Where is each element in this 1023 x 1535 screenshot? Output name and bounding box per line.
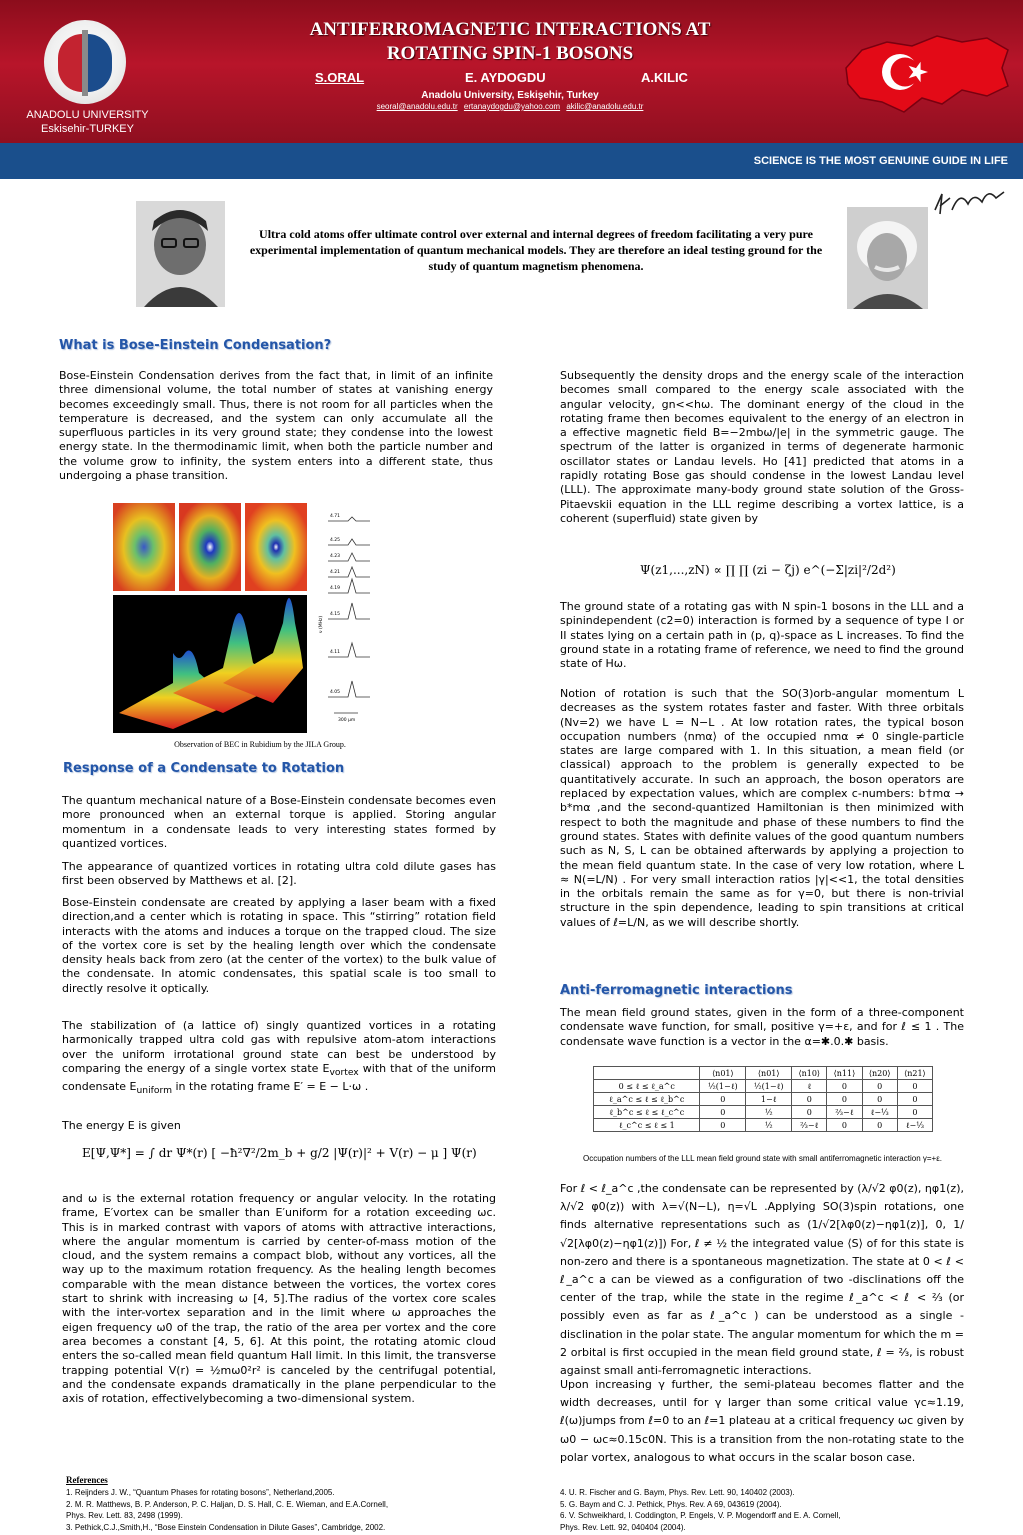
- sub-uniform: uniform: [136, 1085, 172, 1097]
- email-link-3[interactable]: akilic@anadolu.edu.tr: [566, 102, 644, 111]
- spectrum-label-6: 4.15: [330, 612, 341, 617]
- table-cell: ℓ_b^c ≤ ℓ ≤ ℓ_c^c: [594, 1106, 700, 1119]
- table-cell: 0: [827, 1093, 862, 1106]
- email-list: [340, 102, 680, 111]
- lll-paragraph: Subsequently the density drops and the energy scale of the interaction becomes small compared to the energy scale associated with the angular velocity, gn<<hω. The dominant energy of the cloud in the rotating frame then becomes equivalent to the energy of an electron in a effective magnetic field B=−2mbω/|e| in the symmetric gauge. The spectrum of the latter is organized in terms of degenerate harmonic oscillator states or Landau levels. Ho [41] predicted that atoms in a rapidly rotating Bose gas should condense in the lowest Landau level (LLL). The approximate many-body ground state solution of the Gross-Pitaevskii equation in the LLL regime describing a vortex lattice, is a coherent (superfluid) state given by: [560, 369, 964, 525]
- rotation-paragraph-4: [62, 1019, 496, 1099]
- reference-item: 3. Pethick,C.J.,Smith,H., “Bose Einstein Condensation in Dilute Gases”, Cambridge, 2002.: [66, 1522, 386, 1532]
- reference-item: 2. M. R. Matthews, B. P. Anderson, P. C. Haljan, D. S. Hall, C. E. Wieman, and E.A.Cornell,: [66, 1499, 389, 1509]
- table-row: [594, 1119, 933, 1132]
- table-cell: ½: [746, 1119, 792, 1132]
- university-name: ANADOLU UNIVERSITY: [26, 109, 149, 121]
- sub-vortex: vortex: [329, 1067, 359, 1079]
- occupation-table: [593, 1066, 933, 1132]
- author-1: S.ORAL: [315, 70, 365, 85]
- table-header-cell: ⟨n01⟩: [746, 1067, 792, 1080]
- section-title-bec: What is Bose-Einstein Condensation?: [59, 338, 332, 353]
- antiferro-analysis-paragraph: For ℓ < ℓ_a^c ,the condensate can be represented by (λ/√2 φ0(z), ηφ1(z), λ/√2 φ0(z)) with λ=√(N−L), η=√L .Applying SO(3)spin rotations, one finds alternative representations such as (1/√2[λφ0(z)−ηφ1(z)], 0, 1/√2[λφ0(z)−ηφ1(z)]) For, ℓ ≠ ½ the integrated value ⟨S⟩ of for this state is non-zero and there is a spontaneous magnetization. The state at 0 < ℓ < ℓ_a^c a can be viewed as a configuration of two -disclinations off the center of the trap, while the state in the regime ℓ_a^c < ℓ < ⅔ (or possibly even as far as ℓ_a^c ) can be understood as a single -disclination in the polar state. The angular momentum for which the m = 2 orbital is first occupied in the mean field ground state, ℓ = ⅔, is robust against small anti-ferromagnetic interactions.: [560, 1182, 964, 1378]
- antiferro-paragraph: The mean field ground states, given in the form of a three-component condensate wave function, for small, positive γ=+ε, and for ℓ ≤ 1 . The condensate wave function is a vector in the α=✱.0.✱ basis.: [560, 1006, 964, 1048]
- table-cell: 0: [700, 1106, 746, 1119]
- spectrum-figure: [318, 505, 373, 725]
- references-title: References: [66, 1475, 108, 1485]
- table-header-cell: ⟨n11⟩: [827, 1067, 862, 1080]
- table-cell: 1−ℓ: [746, 1093, 792, 1106]
- references-left: [66, 1487, 506, 1533]
- table-cell: 0: [827, 1080, 862, 1093]
- spectrum-label-4: 4.21: [330, 570, 341, 575]
- email-link-2[interactable]: ertanaydogdu@yahoo.com: [463, 102, 561, 111]
- scientist-portrait-bose: [136, 201, 225, 307]
- table-cell: ℓ−⅓: [897, 1119, 932, 1132]
- title-line-2: ROTATING SPIN-1 BOSONS: [386, 43, 634, 64]
- table-header-cell: ⟨n21⟩: [897, 1067, 932, 1080]
- critical-frequency-paragraph: Upon increasing γ further, the semi-plateau becomes flatter and the width decreases, until for γ larger than some critical value γc≈1.19, ℓ(ω)jumps from ℓ=0 to an ℓ=1 plateau at a critical frequency ωc given by ω0 − ωc≈0.15c0N. This is a transition from the non-rotating state to the polar vortex, analogous to what occurs in the scalar boson case.: [560, 1378, 964, 1464]
- intro-statement: Ultra cold atoms offer ultimate control over external and internal degrees of freedom facilitating a very pure experimental implementation of quantum mechanical models. They are therefore an ideal testing ground for the study of quantum magnetism phenomena.: [249, 227, 823, 273]
- table-header-row: [594, 1067, 933, 1080]
- wavefunction-equation: Ψ(z1,...,zN) ∝ ∏ ∏ (zi − ζj) e^(−Σ|zi|²/2d²): [640, 563, 896, 577]
- bec-density-figure: [113, 503, 313, 733]
- table-cell: ℓ−⅓: [862, 1106, 897, 1119]
- spectrum-scale-label: 300 μm: [338, 718, 356, 723]
- table-cell: ½(1−ℓ): [700, 1080, 746, 1093]
- reference-item: 1. Reijnders J. W., “Quantum Phases for rotating bosons”, Netherland,2005.: [66, 1488, 335, 1497]
- table-row: [594, 1106, 933, 1119]
- table-row: [594, 1093, 933, 1106]
- table-cell: 0: [862, 1080, 897, 1093]
- author-3: A.KILIC: [641, 70, 688, 85]
- rotation-p4-part-2: with that of the uniform condensate E: [62, 1061, 496, 1094]
- section-title-antiferro: Anti-ferromagnetic interactions: [560, 983, 793, 998]
- reference-item: 5. G. Baym and C. J. Pethick, Phys. Rev. A 69, 043619 (2004).: [560, 1499, 782, 1509]
- table-cell: ⅔−ℓ: [827, 1106, 862, 1119]
- poster-title: [210, 18, 810, 66]
- table-cell: 0: [792, 1106, 827, 1119]
- table-cell: 0: [827, 1119, 862, 1132]
- author-2: E. AYDOGDU: [465, 70, 546, 85]
- spectrum-label-8: 4.05: [330, 690, 341, 695]
- signature-image: [930, 180, 1010, 220]
- spectrum-label-2: 4.25: [330, 538, 341, 543]
- table-header-cell: ⟨n01⟩: [700, 1067, 746, 1080]
- spectrum-label-5: 4.19: [330, 586, 341, 591]
- table-caption: Occupation numbers of the LLL mean field ground state with small antiferromagnetic interaction γ=+ε.: [582, 1154, 943, 1163]
- table-cell: 0: [897, 1106, 932, 1119]
- reference-item: 6. V. Schweikhard, I. Coddington, P. Engels, V. P. Mogendorff and E. A. Cornell,: [560, 1511, 841, 1520]
- reference-item: Phys. Rev. Lett. 92, 040404 (2004).: [560, 1522, 686, 1532]
- table-header-cell: ⟨n20⟩: [862, 1067, 897, 1080]
- table-cell: 0: [700, 1119, 746, 1132]
- motto: SCIENCE IS THE MOST GENUINE GUIDE IN LIFE: [753, 155, 1008, 167]
- email-link-1[interactable]: seoral@anadolu.edu.tr: [376, 102, 458, 111]
- table-header-cell: [594, 1067, 700, 1080]
- scientist-portrait-einstein: [847, 207, 928, 309]
- rotation-p4-part-1: The stabilization of (a lattice of) singly quantized vortices in a rotating harmonically trapped ultra cold gas with repulsive atom-atom interactions over the uniform irrotational ground state can best be understood by comparing the energy of a single vortex state E: [62, 1019, 496, 1075]
- rotation-paragraph-3: Bose-Einstein condensate are created by applying a laser beam with a fixed direction,and a center which is rotating in space. This “stirring” rotation field interacts with the atoms and induces a torque on the trapped cloud. The size of the vortex core is set by the healing length over which the condensate density heals back from zero (at the center of the vortex) to the bulk value of the condensate. In atomic condensates, this spatial scale is too small to directly resolve it optically.: [62, 896, 496, 995]
- university-logo: [44, 20, 126, 104]
- bec-paragraph: Bose-Einstein Condensation derives from the fact that, in limit of an infinite three dimensional volume, the total number of states at vanishing energy becomes exceedingly small. Thus, there is not room for all particles when the temperature is decreased, and the system can only accumulate all the superfluous particles in its very ground state; they condense into the lowest energy state. In the thermodinamic limit, when both the particle number and the volume grow to infinity, the system enters into a different state, thus undergoing a phase transition.: [59, 369, 493, 483]
- university-location: Eskisehir-TURKEY: [41, 123, 134, 135]
- table-cell: ⅔−ℓ: [792, 1119, 827, 1132]
- table-cell: ½: [746, 1106, 792, 1119]
- rotation-p4-part-3: in the rotating frame E′ = E − L·ω .: [171, 1080, 369, 1094]
- title-line-1: ANTIFERROMAGNETIC INTERACTIONS AT: [309, 19, 711, 40]
- turkey-flag-map: [842, 28, 1012, 120]
- reference-item: 4. U. R. Fischer and G. Baym, Phys. Rev. Lett. 90, 140402 (2003).: [560, 1488, 795, 1497]
- spectrum-axis-label: ν (MHz): [319, 615, 324, 633]
- bec-figure-caption: Observation of BEC in Rubidium by the JILA Group.: [174, 740, 346, 749]
- energy-intro: The energy E is given: [62, 1119, 181, 1132]
- table-cell: ½(1−ℓ): [746, 1080, 792, 1093]
- rotation-paragraph-5: and ω is the external rotation frequency or angular velocity. In the rotating frame, E′vortex can be smaller than E′uniform for a rotation exceeding ωc. This is in marked contrast with vapors of atoms with attractive interactions, where the angular momentum is carried by center-of-mass motion of the cloud, and the system remains a compact blob, without any vortices, all the way up to the maximum rotation frequency. As the healing length becomes comparable with the mean distance between the vortices, the vortex cores start to shrink with increasing ω [4, 5].The radius of the vortex core scales with the inter-vortex separation and in the limit where ω approaches the eigen frequency ω0 of the trap, the ratio of the area per vortex and the core area becomes a constant [4, 5, 6]. At this point, the rotating atomic cloud enters the so-called mean field quantum Hall limit. In this limit, the transverse trapping potential V(r) = ½mω0²r² is canceled by the centrifugal potential, and the condensate expands dramatically in the plane perpendicular to the axis of rotation, effectivelybecoming a two-dimensional system.: [62, 1192, 496, 1406]
- table-cell: 0: [897, 1093, 932, 1106]
- energy-equation: E[Ψ,Ψ*] = ∫ dr Ψ*(r) [ −ħ²∇²/2m_b + g/2 |Ψ(r)|² + V(r) − μ ] Ψ(r): [82, 1146, 477, 1160]
- table-cell: 0 ≤ ℓ ≤ ℓ_a^c: [594, 1080, 700, 1093]
- affiliation: Anadolu University, Eskişehir, Turkey: [421, 90, 599, 101]
- rotation-notion-paragraph: Notion of rotation is such that the SO(3)orb-angular momentum L decreases as the system rotates faster and faster. With three orbitals (Nv=2) we have L = N−L . At low rotation rates, the typical boson occupation numbers ⟨nmα⟩ of the occupied nmα ≠ 0 single-particle states are large compared with 1. In this situation, a mean field (or classical) approach to the problem is generally expected to be quantitatively accurate. In such an approach, the boson operators are replaced by expectation values, which are complex c-numbers: b†mα → b*mα ,and the second-quantized Hamiltonian is then minimized with respect to both the magnitude and phase of these numbers to find the ground states. States with definite values of the good quantum numbers such as N, S, L can be obtained afterwards by applying a projection to the mean field quantum state. In the case of very low rotation, where L ≈ N(=L/N) . For very small interaction ratios |γ|<<1, the total densities in the orbitals remain the same as for γ=0, but there is non-trivial structure in the spin dependence, leading to spin transitions at critical values of ℓ=L/N, as we will describe shortly.: [560, 687, 964, 929]
- rotation-paragraph-1: The quantum mechanical nature of a Bose-Einstein condensate becomes even more pronounced when an external torque is applied. Storing angular momentum in a condensate leads to very interesting states formed by quantized vortices.: [62, 794, 496, 850]
- ground-state-paragraph: The ground state of a rotating gas with N spin-1 bosons in the LLL and a spinindependent (c2=0) interaction is formed by a sequence of type I or II states lying on a certain path in (p, q)-space as L increases. To find the ground state in a rotating frame of reference, we need to find the ground state of Hω.: [560, 600, 964, 671]
- table-row: [594, 1080, 933, 1093]
- table-cell: 0: [862, 1119, 897, 1132]
- table-cell: ℓ: [792, 1080, 827, 1093]
- spectrum-label-3: 4.23: [330, 554, 341, 559]
- references-right: [560, 1487, 980, 1533]
- section-title-rotation: Response of a Condensate to Rotation: [63, 761, 345, 776]
- table-cell: 0: [792, 1093, 827, 1106]
- spectrum-label-1: 4.71: [330, 514, 341, 519]
- reference-item: Phys. Rev. Lett. 83, 2498 (1999).: [66, 1511, 183, 1520]
- occupation-table-wrap: [593, 1066, 933, 1132]
- spectrum-label-7: 4.11: [330, 650, 341, 655]
- rotation-paragraph-2: The appearance of quantized vortices in rotating ultra cold dilute gases has first been observed by Matthews et al. [2].: [62, 860, 496, 888]
- table-cell: 0: [897, 1080, 932, 1093]
- table-cell: ℓ_c^c ≤ ℓ ≤ 1: [594, 1119, 700, 1132]
- table-cell: 0: [700, 1093, 746, 1106]
- table-cell: ℓ_a^c ≤ ℓ ≤ ℓ_b^c: [594, 1093, 700, 1106]
- table-header-cell: ⟨n10⟩: [792, 1067, 827, 1080]
- table-cell: 0: [862, 1093, 897, 1106]
